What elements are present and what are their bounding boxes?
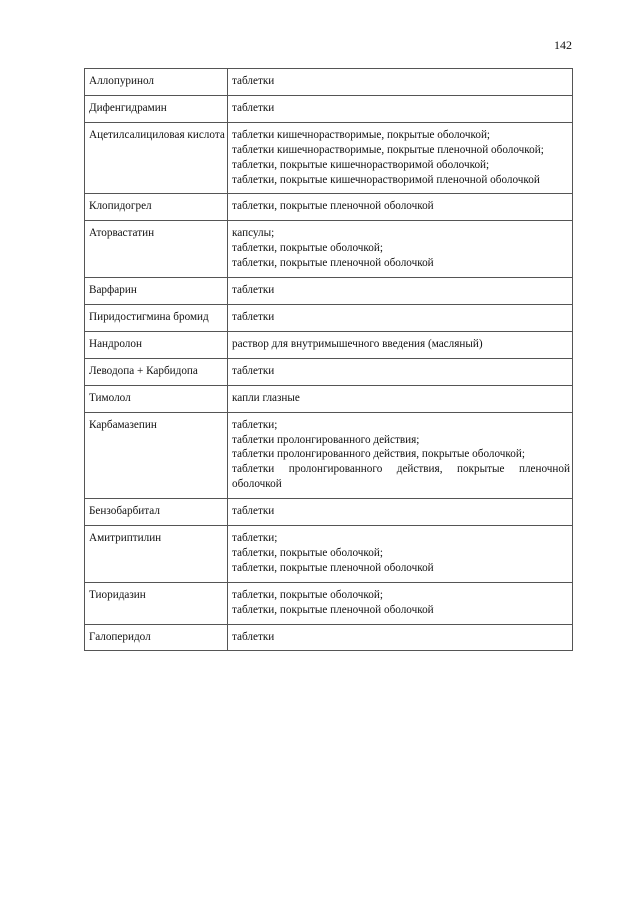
table-row (85, 624, 573, 651)
dosage-forms-cell (228, 526, 573, 583)
dosage-forms-cell (228, 624, 573, 651)
dosage-forms-cell (228, 69, 573, 96)
dosage-forms-cell (228, 122, 573, 194)
table-row (85, 194, 573, 221)
drug-name-cell: Галоперидол (85, 624, 228, 651)
dosage-forms-cell (228, 194, 573, 221)
drug-name-cell: Пиридостигмина бромид (85, 304, 228, 331)
dosage-forms-cell (228, 278, 573, 305)
table-row (85, 385, 573, 412)
dosage-forms-cell (228, 304, 573, 331)
table-row (85, 221, 573, 278)
dosage-forms-cell (228, 358, 573, 385)
dosage-form-line: таблетки, покрытые оболочкой; (232, 546, 383, 559)
dosage-form-line: капли глазные (232, 391, 300, 404)
table-row (85, 412, 573, 499)
drug-name-cell: Амитриптилин (85, 526, 228, 583)
dosage-form-line: таблетки (232, 101, 275, 114)
table-row (85, 69, 573, 96)
table-row (85, 526, 573, 583)
drug-name-cell: Ацетилсалициловая кислота (85, 122, 228, 194)
table-row (85, 278, 573, 305)
table-row (85, 122, 573, 194)
dosage-form-line: таблетки (232, 284, 275, 297)
table-row (85, 95, 573, 122)
dosage-form-line: таблетки; (232, 532, 278, 545)
dosage-form-line: таблетки, покрытые пленочной оболочкой (232, 200, 434, 213)
dosage-form-line: раствор для внутримышечного введения (масляный) (232, 337, 483, 350)
table-row (85, 358, 573, 385)
drug-name-cell: Варфарин (85, 278, 228, 305)
drug-name-cell: Дифенгидрамин (85, 95, 228, 122)
dosage-form-line: таблетки, покрытые пленочной оболочкой (232, 561, 434, 574)
dosage-forms-cell (228, 412, 573, 499)
dosage-form-line: таблетки (232, 630, 275, 643)
drug-name-cell: Леводопа + Карбидопа (85, 358, 228, 385)
table-row (85, 331, 573, 358)
page-number: 142 (554, 38, 572, 52)
dosage-form-line: таблетки пролонгированного действия, покрытые оболочкой; (232, 448, 525, 461)
dosage-form-line: таблетки, покрытые кишечнорастворимой пленочной оболочкой (232, 173, 540, 186)
dosage-form-line: таблетки (232, 505, 275, 518)
dosage-forms-cell (228, 95, 573, 122)
dosage-form-line: таблетки, покрытые пленочной оболочкой (232, 257, 434, 270)
dosage-forms-cell (228, 499, 573, 526)
dosage-form-line: таблетки пролонгированного действия, покрытые пленочной оболочкой (232, 463, 570, 491)
dosage-form-line: таблетки (232, 75, 275, 87)
dosage-forms-cell (228, 331, 573, 358)
drug-table (84, 68, 573, 651)
dosage-form-line: таблетки пролонгированного действия; (232, 433, 420, 446)
drug-name-cell: Клопидогрел (85, 194, 228, 221)
dosage-form-line: таблетки; (232, 418, 278, 431)
table-row (85, 582, 573, 624)
drug-table-body (85, 69, 573, 651)
drug-name-cell: Аторвастатин (85, 221, 228, 278)
dosage-form-line: таблетки кишечнорастворимые, покрытые пленочной оболочкой; (232, 143, 544, 156)
drug-name-cell: Бензобарбитал (85, 499, 228, 526)
drug-name-cell: Тиоридазин (85, 582, 228, 624)
dosage-form-line: капсулы; (232, 227, 275, 240)
table-row (85, 304, 573, 331)
dosage-form-line: таблетки, покрытые пленочной оболочкой (232, 603, 434, 616)
drug-name-cell: Аллопуринол (85, 69, 228, 96)
dosage-form-line: таблетки кишечнорастворимые, покрытые оболочкой; (232, 128, 491, 141)
drug-name-cell: Тимолол (85, 385, 228, 412)
dosage-form-line: таблетки, покрытые кишечнорастворимой оболочкой; (232, 158, 490, 171)
dosage-form-line: таблетки, покрытые оболочкой; (232, 588, 383, 601)
drug-name-cell: Карбамазепин (85, 412, 228, 499)
dosage-forms-cell (228, 385, 573, 412)
dosage-form-line: таблетки (232, 364, 275, 377)
drug-name-cell: Нандролон (85, 331, 228, 358)
dosage-forms-cell (228, 221, 573, 278)
dosage-forms-cell (228, 582, 573, 624)
dosage-form-line: таблетки (232, 310, 275, 323)
dosage-form-line: таблетки, покрытые оболочкой; (232, 242, 383, 255)
table-row (85, 499, 573, 526)
